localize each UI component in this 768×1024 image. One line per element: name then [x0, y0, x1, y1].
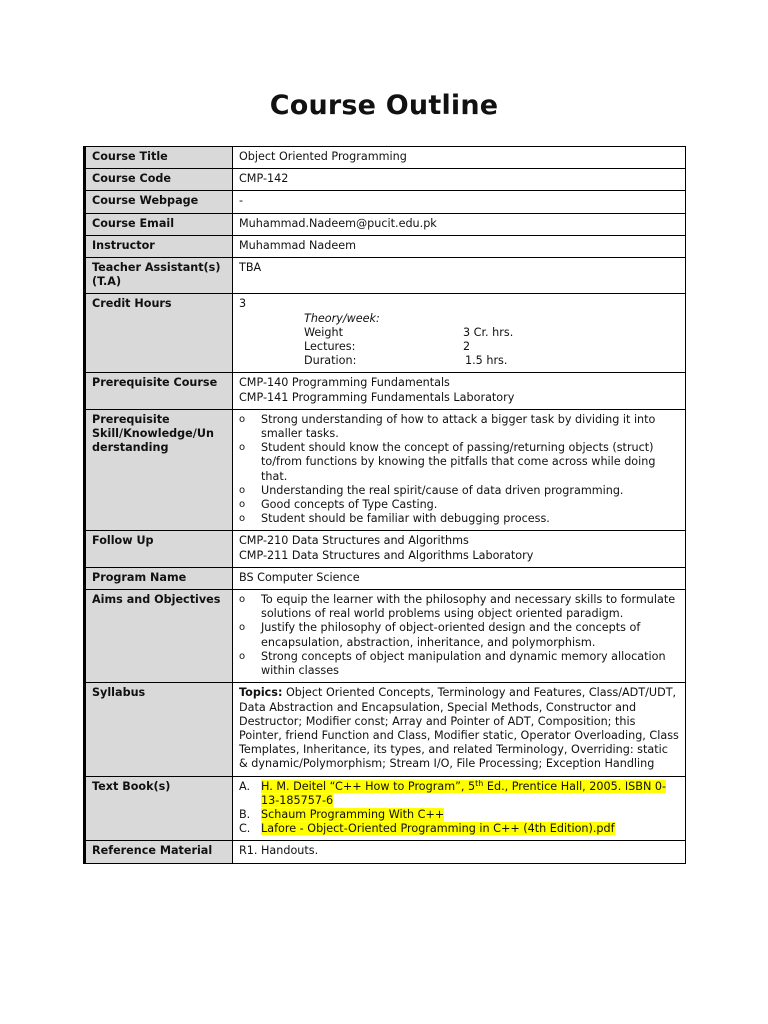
book-title: Lafore - Object-Oriented Programming in C++ (4th Edition).pdf — [261, 822, 615, 836]
book-title: Schaum Programming With C++ — [261, 807, 445, 821]
credit-hours-total: 3 — [239, 297, 247, 311]
instructor-value: Muhammad Nadeem — [233, 235, 686, 257]
teacher-assistant-label: Teacher Assistant(s) (T.A) — [85, 258, 233, 294]
row-teacher-assistant — [85, 258, 686, 294]
list-item — [239, 822, 679, 836]
credit-item-value: 2 — [463, 340, 471, 354]
row-prerequisite-course — [85, 373, 686, 409]
row-syllabus — [85, 683, 686, 776]
row-follow-up — [85, 531, 686, 567]
text-books-list — [239, 780, 679, 837]
book-marker: B. — [239, 807, 251, 821]
text-books-value — [233, 776, 686, 841]
program-name-label: Program Name — [85, 567, 233, 589]
course-code-label: Course Code — [85, 169, 233, 191]
follow-up-label: Follow Up — [85, 531, 233, 567]
row-text-books — [85, 776, 686, 841]
credit-hours-label: Credit Hours — [85, 294, 233, 373]
row-course-code — [85, 169, 686, 191]
aims-objectives-value — [233, 590, 686, 683]
row-reference-material — [85, 841, 686, 863]
row-aims-objectives — [85, 590, 686, 683]
row-instructor — [85, 235, 686, 257]
course-email-value[interactable]: Muhammad.Nadeem@pucit.edu.pk — [233, 213, 686, 235]
prerequisite-skill-list — [239, 413, 679, 527]
course-outline-table — [83, 146, 686, 864]
course-email-label: Course Email — [85, 213, 233, 235]
list-item: o Justify the philosophy of object-oriented design and the concepts of encapsulation, abstraction, inheritance, and polymorphism. — [239, 621, 679, 649]
credit-item-value: 1.5 hrs. — [465, 354, 508, 368]
credit-item-name: Duration: — [304, 354, 357, 368]
row-prerequisite-skill — [85, 409, 686, 531]
syllabus-value — [233, 683, 686, 776]
syllabus-label: Syllabus — [85, 683, 233, 776]
course-webpage-value: - — [233, 191, 686, 213]
row-credit-hours — [85, 294, 686, 373]
list-item: o To equip the learner with the philosophy and necessary skills to formulate solutions of real world problems using object oriented paradigm. — [239, 593, 679, 621]
row-course-email — [85, 213, 686, 235]
follow-up-line: CMP-210 Data Structures and Algorithms — [239, 534, 469, 548]
credit-item-name: Weight — [304, 325, 343, 339]
list-item: o Good concepts of Type Casting. — [239, 498, 679, 512]
prerequisite-course-line: CMP-140 Programming Fundamentals — [239, 376, 450, 390]
syllabus-topics-label: Topics: — [239, 686, 283, 700]
follow-up-line: CMP-211 Data Structures and Algorithms Laboratory — [239, 548, 534, 562]
credit-hours-value — [233, 294, 686, 373]
syllabus-topics-text: Object Oriented Concepts, Terminology and Features, Class/ADT/UDT, Data Abstraction and Encapsulation, Special Methods, Constructor and Destructor; Modifier const; Array and Pointer of ADT, Composition; this Pointer, friend Function and Class, Modifier static, Operator Overloading, Class Templates, Inheritance, its types, and related Terminology, Overriding: static & dynamic/Polymorphism; Stream I/O, File Processing; Exception Handling — [239, 686, 679, 771]
prerequisite-course-line: CMP-141 Programming Fundamentals Laboratory — [239, 390, 515, 404]
list-item — [239, 808, 679, 822]
book-marker: A. — [239, 779, 251, 793]
teacher-assistant-value: TBA — [233, 258, 686, 294]
credit-item-value: 3 Cr. hrs. — [463, 325, 514, 339]
prerequisite-skill-value — [233, 409, 686, 531]
list-item: o Understanding the real spirit/cause of data driven programming. — [239, 484, 679, 498]
prerequisite-course-label: Prerequisite Course — [85, 373, 233, 409]
credit-breakdown — [304, 312, 679, 369]
instructor-label: Instructor — [85, 235, 233, 257]
prerequisite-skill-label: Prerequisite Skill/Knowledge/Un derstanding — [85, 409, 233, 531]
course-webpage-label: Course Webpage — [85, 191, 233, 213]
list-item: o Student should know the concept of passing/returning objects (struct) to/from functions by knowing the pitfalls that come across while doing that. — [239, 441, 679, 484]
aims-list — [239, 593, 679, 678]
credit-item-name: Lectures: — [304, 340, 356, 354]
program-name-value: BS Computer Science — [233, 567, 686, 589]
text-books-label: Text Book(s) — [85, 776, 233, 841]
list-item: o Strong understanding of how to attack a bigger task by dividing it into smaller tasks. — [239, 413, 679, 441]
list-item: o Strong concepts of object manipulation and dynamic memory allocation within classes — [239, 650, 679, 678]
page-title: Course Outline — [269, 90, 499, 121]
reference-material-value: R1. Handouts. — [233, 841, 686, 863]
aims-objectives-label: Aims and Objectives — [85, 590, 233, 683]
course-code-value: CMP-142 — [233, 169, 686, 191]
follow-up-value — [233, 531, 686, 567]
credit-theory-header: Theory/week: — [304, 311, 380, 325]
row-course-webpage — [85, 191, 686, 213]
reference-material-label: Reference Material — [85, 841, 233, 863]
prerequisite-course-value — [233, 373, 686, 409]
course-title-value: Object Oriented Programming — [233, 147, 686, 169]
book-title: H. M. Deitel “C++ How to Program”, 5th Ed., Prentice Hall, 2005. ISBN 0-13-185757-6 — [261, 778, 667, 807]
list-item: o Student should be familiar with debugging process. — [239, 512, 679, 526]
course-title-label: Course Title — [85, 147, 233, 169]
row-course-title — [85, 147, 686, 169]
row-program-name — [85, 567, 686, 589]
book-marker: C. — [239, 822, 251, 836]
list-item — [239, 780, 679, 808]
